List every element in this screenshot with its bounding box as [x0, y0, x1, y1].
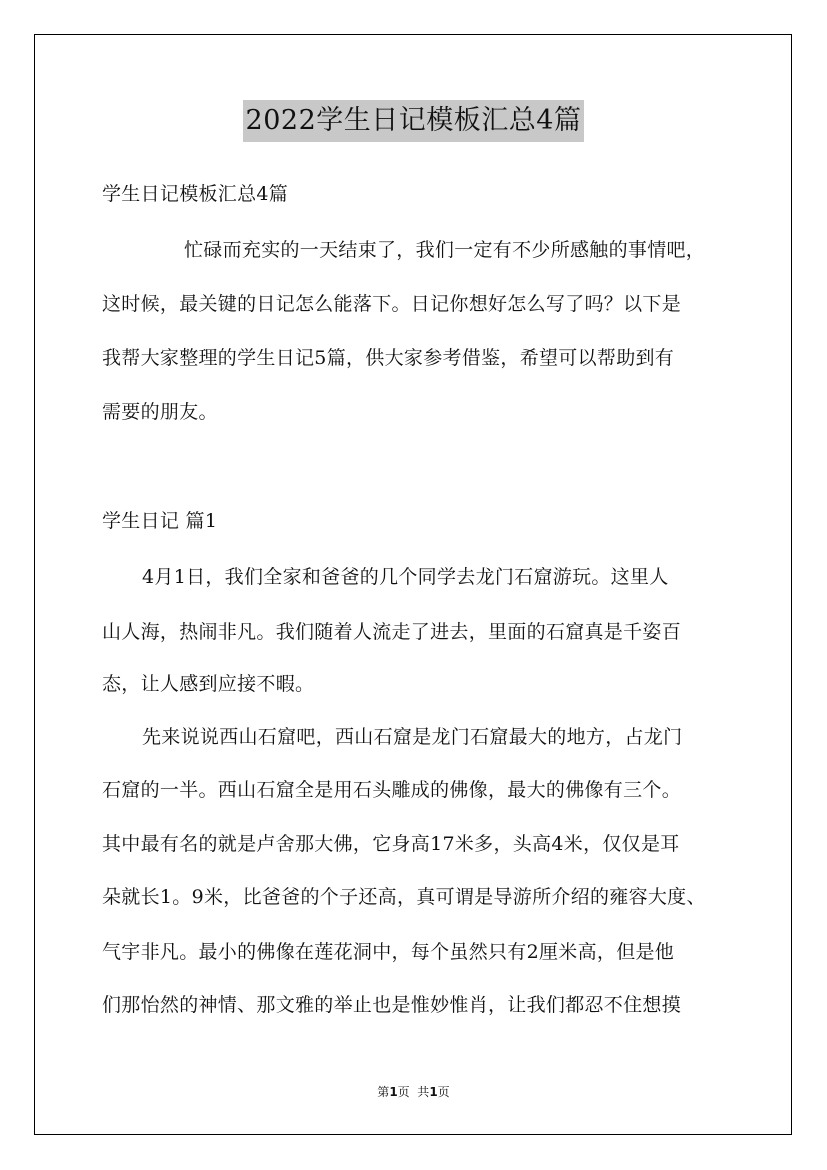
- footer-page-current: 1: [389, 1085, 398, 1099]
- intro-text: 忙碌而充实的一天结束了，我们一定有不少所感触的事情吧，: [184, 239, 706, 261]
- document-subtitle: 学生日记模板汇总4篇: [102, 183, 289, 205]
- intro-line-4: 需要的朋友。: [102, 401, 218, 423]
- body-line-5: 石窟的一半。西山石窟全是用石头雕成的佛像，最大的佛像有三个。: [102, 779, 682, 801]
- footer-label-a: 第: [377, 1085, 390, 1099]
- footer-label-c: 页: [437, 1085, 450, 1099]
- body-line-4: 先来说说西山石窟吧，西山石窟是龙门石窟最大的地方，占龙门: [142, 726, 683, 748]
- intro-line-2: 这时候，最关键的日记怎么能落下。日记你想好怎么写了吗？以下是: [102, 293, 682, 315]
- intro-line-1: [102, 238, 724, 262]
- body-line-2: 山人海，热闹非凡。我们随着人流走了进去，里面的石窟真是千姿百: [102, 621, 682, 643]
- page-footer: [0, 1084, 827, 1100]
- body-line-9: 们那怡然的神情、那文雅的举止也是惟妙惟肖，让我们都忍不住想摸: [102, 994, 682, 1016]
- document-title-text: 2022学生日记模板汇总4篇: [243, 100, 585, 142]
- body-line-8: 气宇非凡。最小的佛像在莲花洞中，每个虽然只有2厘米高，但是他: [102, 941, 675, 963]
- intro-line-3: 我帮大家整理的学生日记5篇，供大家参考借鉴，希望可以帮助到有: [102, 347, 675, 369]
- body-line-3: 态，让人感到应接不暇。: [102, 673, 315, 695]
- footer-page-total: 1: [429, 1085, 438, 1099]
- body-line-1: 4月1日，我们全家和爸爸的几个同学去龙门石窟游玩。这里人: [142, 566, 669, 588]
- body-line-6: 其中最有名的就是卢舍那大佛，它身高17米多，头高4米，仅仅是耳: [102, 833, 680, 855]
- footer-label-b: 页 共: [397, 1085, 430, 1099]
- body-line-7: 朵就长1。9米，比爸爸的个子还高，真可谓是导游所介绍的雍容大度、: [102, 886, 706, 908]
- section-heading: 学生日记 篇1: [102, 510, 218, 532]
- document-title: [0, 100, 827, 142]
